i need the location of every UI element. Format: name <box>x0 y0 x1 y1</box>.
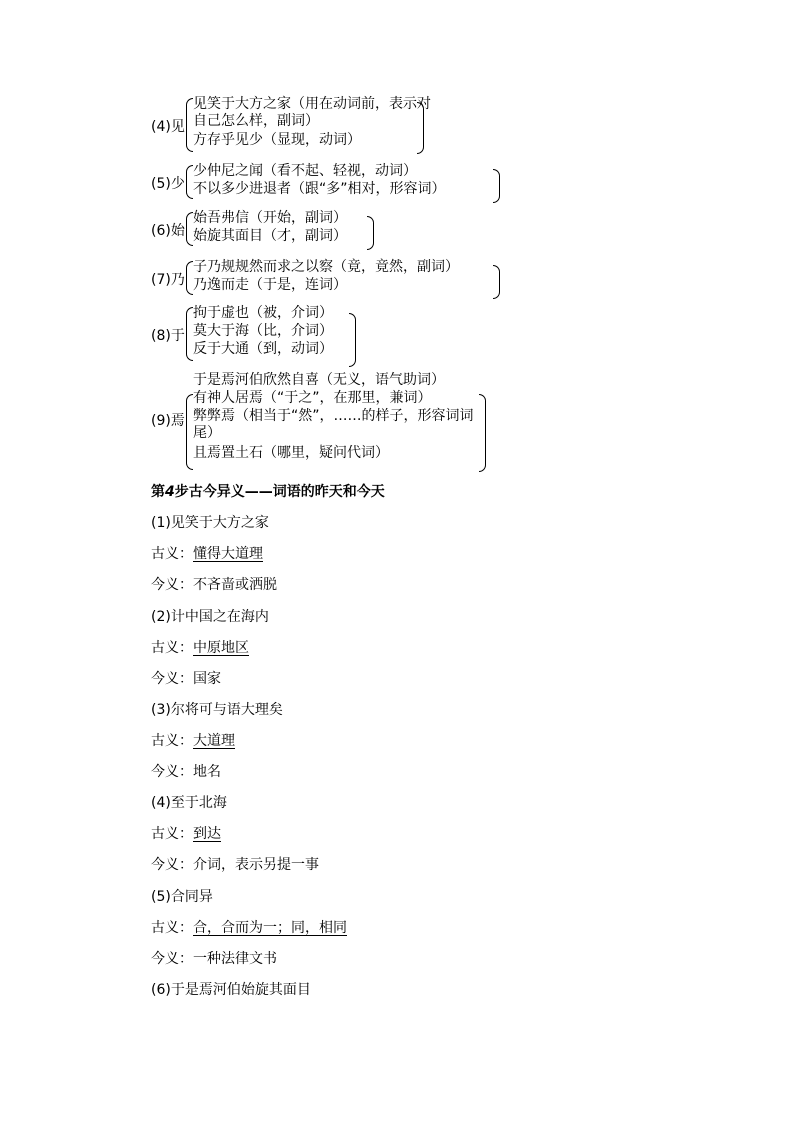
ancient-label: 古义： <box>151 640 193 656</box>
list-item-phrase: (6)于是焉河伯始旋其面目 <box>151 982 311 998</box>
heading-text: 步古今异义——词语的昨天和今天 <box>174 484 385 500</box>
left-brace <box>186 261 193 295</box>
list-item-ancient-meaning <box>151 637 249 657</box>
ancient-label: 古义： <box>151 826 193 842</box>
group-label: (6)始 <box>151 223 185 239</box>
right-brace <box>417 102 424 154</box>
group-line: 始吾弗信（开始，副词） <box>193 210 347 226</box>
group-line: 不以多少进退者（跟“多”相对，形容词） <box>193 181 446 197</box>
left-brace <box>186 394 193 470</box>
section-heading <box>151 481 385 501</box>
ancient-meaning: 合，合而为一；同，相同 <box>193 920 347 936</box>
modern-label: 今义： <box>151 951 193 967</box>
left-brace <box>186 165 193 199</box>
heading-prefix: 第 <box>151 484 165 500</box>
list-item-phrase: (2)计中国之在海内 <box>151 609 269 625</box>
left-brace <box>186 307 193 361</box>
modern-meaning: 不吝啬或洒脱 <box>193 577 277 593</box>
list-item-modern-meaning <box>151 574 277 594</box>
list-item-phrase: (3)尔将可与语大理矣 <box>151 702 283 718</box>
right-brace <box>493 265 500 299</box>
list-item-ancient-meaning <box>151 730 235 750</box>
group-line: 反于大通（到，动词） <box>193 341 333 357</box>
list-item-ancient-meaning <box>151 823 221 843</box>
group-line: 见笑于大方之家（用在动词前，表示对自己怎么样，副词） <box>193 96 431 129</box>
list-item-modern-meaning <box>151 668 221 688</box>
group-line: 且焉置土石（哪里，疑问代词） <box>193 445 389 461</box>
group-label: (5)少 <box>151 176 185 192</box>
ancient-meaning: 大道理 <box>193 733 235 749</box>
group-line: 少仲尼之闻（看不起、轻视，动词） <box>193 163 417 179</box>
group-line: 弊弊焉（相当于“然”，……的样子，形容词词尾） <box>193 408 474 441</box>
right-brace <box>349 313 356 367</box>
group-line: 于是焉河伯欣然自喜（无义，语气助词） <box>193 372 445 388</box>
group-label: (7)乃 <box>151 272 185 288</box>
ancient-meaning: 中原地区 <box>193 640 249 656</box>
group-label: (8)于 <box>151 328 185 344</box>
list-item-phrase: (5)合同异 <box>151 889 213 905</box>
list-item-ancient-meaning <box>151 543 263 563</box>
group-line: 子乃规规然而求之以察（竟，竟然，副词） <box>193 259 459 275</box>
list-item-modern-meaning <box>151 761 221 781</box>
right-brace <box>493 169 500 203</box>
ancient-label: 古义： <box>151 546 193 562</box>
group-line: 莫大于海（比，介词） <box>193 323 333 339</box>
modern-meaning: 一种法律文书 <box>193 951 277 967</box>
list-item-modern-meaning <box>151 948 277 968</box>
group-line: 拘于虚也（被，介词） <box>193 305 333 321</box>
ancient-label: 古义： <box>151 920 193 936</box>
list-item-phrase: (1)见笑于大方之家 <box>151 515 269 531</box>
left-brace <box>186 98 193 152</box>
left-brace <box>186 212 193 246</box>
ancient-meaning: 到达 <box>193 826 221 842</box>
list-item-phrase: (4)至于北海 <box>151 795 227 811</box>
modern-label: 今义： <box>151 764 193 780</box>
list-item-modern-meaning <box>151 854 319 874</box>
ancient-meaning: 懂得大道理 <box>193 546 263 562</box>
group-label: (9)焉 <box>151 413 185 429</box>
modern-label: 今义： <box>151 857 193 873</box>
group-line: 乃逸而走（于是，连词） <box>193 277 347 293</box>
modern-meaning: 国家 <box>193 671 221 687</box>
group-label: (4)见 <box>151 119 185 135</box>
list-item-ancient-meaning <box>151 917 347 937</box>
modern-label: 今义： <box>151 671 193 687</box>
group-line: 方存乎见少（显现，动词） <box>193 132 361 148</box>
modern-meaning: 介词，表示另提一事 <box>193 857 319 873</box>
heading-step-number: 4 <box>165 484 175 500</box>
group-line: 始旋其面目（才，副词） <box>193 228 347 244</box>
group-line: 有神人居焉（“于之”，在那里，兼词） <box>193 390 432 406</box>
right-brace <box>479 394 486 472</box>
ancient-label: 古义： <box>151 733 193 749</box>
modern-label: 今义： <box>151 577 193 593</box>
right-brace <box>367 216 374 250</box>
modern-meaning: 地名 <box>193 764 221 780</box>
